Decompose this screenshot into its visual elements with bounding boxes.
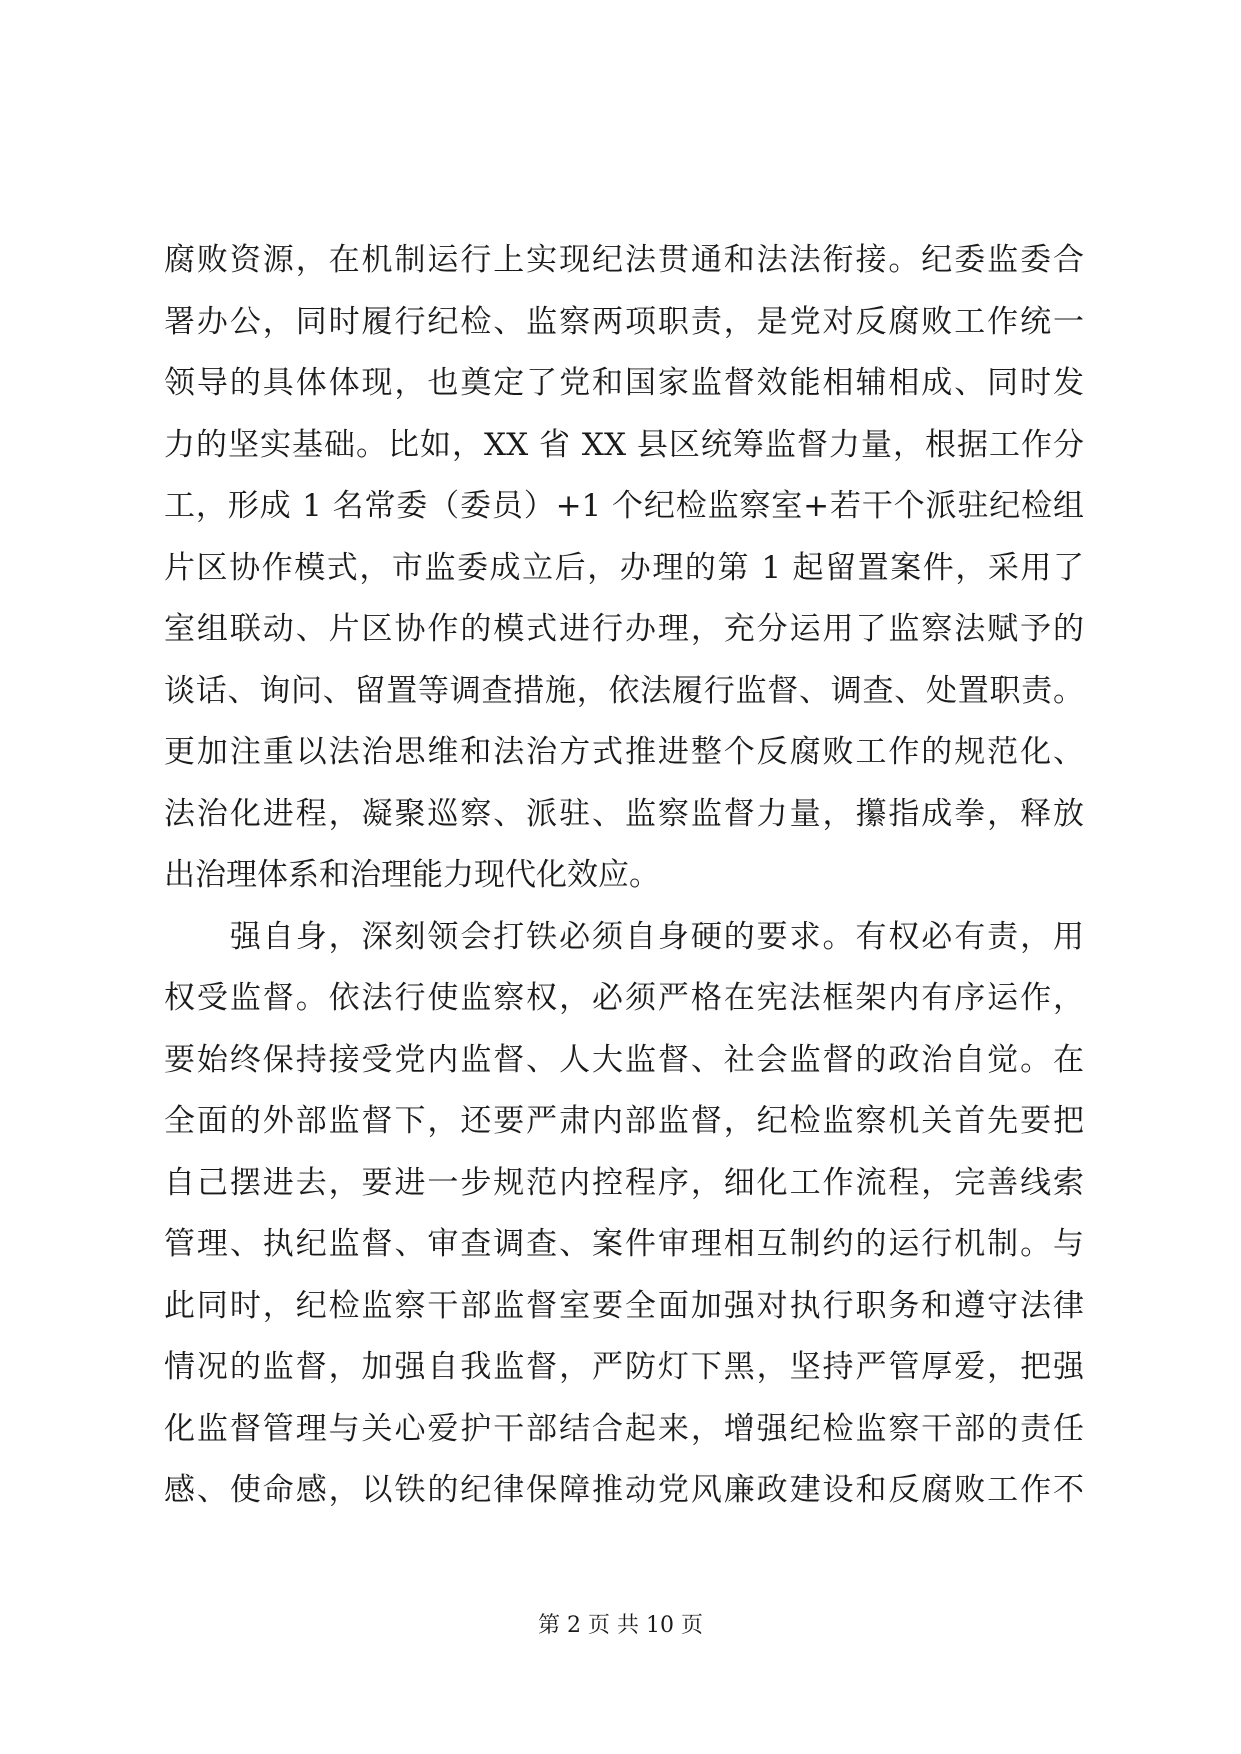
text-line: 室组联动、片区协作的模式进行办理，充分运用了监察法赋予的 xyxy=(164,611,1084,647)
text-line: 领导的具体体现，也奠定了党和国家监督效能相辅相成、同时发 xyxy=(164,365,1084,401)
text-line: 出治理体系和治理能力现代化效应。 xyxy=(164,857,660,893)
text-line: 强自身，深刻领会打铁必须自身硬的要求。有权必有责，用 xyxy=(164,918,1084,955)
paragraph-1 xyxy=(164,230,1084,907)
page-footer xyxy=(0,1608,1241,1639)
text-line: 管理、执纪监督、审查调查、案件审理相互制约的运行机制。与 xyxy=(164,1226,1084,1262)
text-line: 权受监督。依法行使监察权，必须严格在宪法框架内有序运作， xyxy=(164,980,1084,1016)
text-line: 全面的外部监督下，还要严肃内部监督，纪检监察机关首先要把 xyxy=(164,1103,1084,1139)
text-line: 情况的监督，加强自我监督，严防灯下黑，坚持严管厚爱，把强 xyxy=(164,1349,1084,1385)
text-line: 要始终保持接受党内监督、人大监督、社会监督的政治自觉。在 xyxy=(164,1041,1084,1078)
paragraph-2 xyxy=(164,907,1084,1522)
text-line: 工，形成 1 名常委（委员）+1 个纪检监察室+若干个派驻纪检组 xyxy=(164,488,1084,524)
text-line: 谈话、询问、留置等调查措施，依法履行监督、调查、处置职责。 xyxy=(164,672,1084,709)
text-line: 腐败资源，在机制运行上实现纪法贯通和法法衔接。纪委监委合 xyxy=(164,242,1084,278)
text-line: 片区协作模式，市监委成立后，办理的第 1 起留置案件，采用了 xyxy=(164,549,1084,586)
text-line: 法治化进程，凝聚巡察、派驻、监察监督力量，攥指成拳，释放 xyxy=(164,795,1084,832)
text-line: 署办公，同时履行纪检、监察两项职责，是党对反腐败工作统一 xyxy=(164,303,1084,340)
text-line: 化监督管理与关心爱护干部结合起来，增强纪检监察干部的责任 xyxy=(164,1410,1084,1447)
document-body xyxy=(164,230,1084,1522)
text-line: 自己摆进去，要进一步规范内控程序，细化工作流程，完善线索 xyxy=(164,1164,1084,1201)
text-line: 感、使命感，以铁的纪律保障推动党风廉政建设和反腐败工作不 xyxy=(164,1472,1084,1508)
page-number-label: 第 2 页 共 10 页 xyxy=(538,1613,703,1638)
text-line: 力的坚实基础。比如，XX 省 XX 县区统筹监督力量，根据工作分 xyxy=(164,426,1084,463)
text-line: 更加注重以法治思维和法治方式推进整个反腐败工作的规范化、 xyxy=(164,734,1084,770)
text-line: 此同时，纪检监察干部监督室要全面加强对执行职务和遵守法律 xyxy=(164,1287,1084,1324)
